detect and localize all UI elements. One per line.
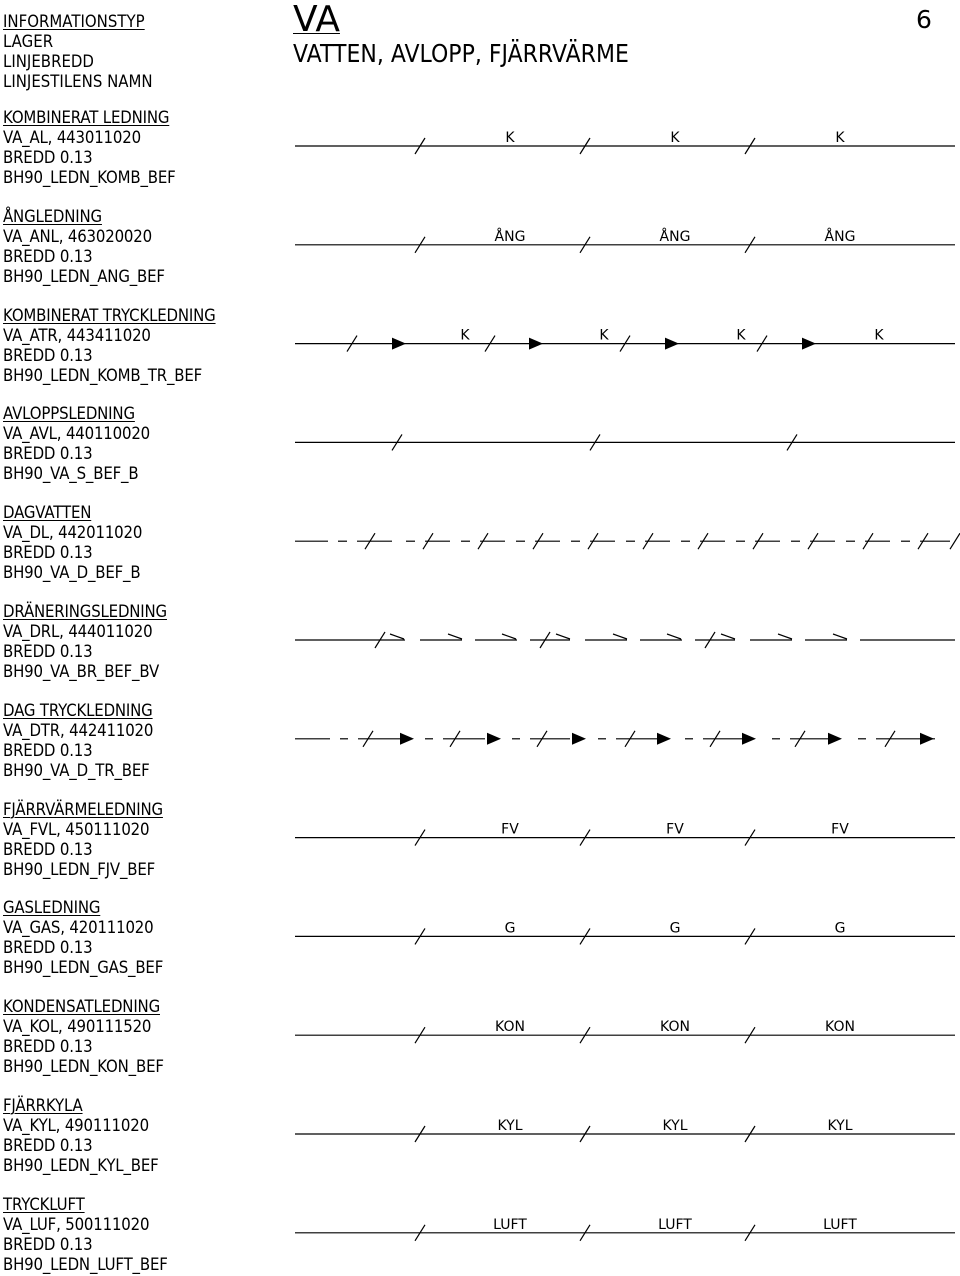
line-label: LUFT <box>658 1216 692 1233</box>
line-label: KYL <box>827 1118 853 1134</box>
entry-layer: VA_AVL, 440110020 <box>3 424 151 445</box>
entry-style: BH90_VA_BR_BEF_BV <box>3 662 160 682</box>
page-subtitle: VATTEN, AVLOPP, FJÄRRVÄRME <box>293 39 629 68</box>
entry-type: FJÄRRVÄRMELEDNING <box>3 799 163 820</box>
drain-chevron <box>667 634 681 639</box>
entry-style: BH90_LEDN_KOMB_BEF <box>3 168 176 188</box>
line-label: G <box>669 920 681 937</box>
entry-type: KOMBINERAT TRYCKLEDNING <box>3 305 216 326</box>
entry-type: ÅNGLEDNING <box>3 206 102 227</box>
flow-arrow <box>392 338 406 350</box>
entry-layer: VA_ATR, 443411020 <box>3 325 151 346</box>
entry-width: BREDD 0.13 <box>3 1136 93 1156</box>
entry-layer: VA_DL, 442011020 <box>3 523 143 544</box>
tick-mark <box>950 533 960 549</box>
line-label: K <box>460 327 470 344</box>
entry-width: BREDD 0.13 <box>3 1234 93 1255</box>
flow-arrow <box>742 733 756 745</box>
drain-chevron <box>613 634 627 639</box>
entry-layer: VA_KOL, 490111520 <box>3 1017 152 1038</box>
flow-arrow <box>572 733 586 745</box>
line-label: KON <box>660 1019 690 1036</box>
line-label: K <box>505 130 515 146</box>
entry-style: BH90_LEDN_KYL_BEF <box>3 1156 159 1176</box>
drain-chevron <box>721 634 735 639</box>
drain-chevron <box>778 634 792 639</box>
flow-arrow <box>529 338 543 350</box>
flow-arrow <box>828 733 842 745</box>
entry-type: GASLEDNING <box>3 898 101 919</box>
drain-chevron <box>833 634 847 639</box>
page-number: 6 <box>916 5 932 34</box>
entry-type: KONDENSATLEDNING <box>3 997 160 1018</box>
legend-header-layer: LAGER <box>3 32 54 52</box>
entry-style: BH90_LEDN_LUFT_BEF <box>3 1254 168 1275</box>
entry-type: DAGVATTEN <box>3 503 92 524</box>
entry-layer: VA_FVL, 450111020 <box>3 819 150 840</box>
line-label: K <box>874 327 884 344</box>
line-label: G <box>504 920 516 937</box>
entry-width: BREDD 0.13 <box>3 246 93 267</box>
line-label: KYL <box>662 1118 688 1134</box>
entry-width: BREDD 0.13 <box>3 839 93 860</box>
entry-type: DAG TRYCKLEDNING <box>3 700 153 721</box>
entry-style: BH90_VA_S_BEF_B <box>3 464 139 485</box>
line-label: FV <box>501 821 519 838</box>
entry-type: TRYCKLUFT <box>3 1194 85 1215</box>
line-label: K <box>736 327 746 344</box>
line-label: K <box>835 130 845 146</box>
entry-layer: VA_ANL, 463020020 <box>3 226 152 247</box>
entry-style: BH90_LEDN_FJV_BEF <box>3 859 156 880</box>
line-label: KYL <box>497 1118 523 1134</box>
entry-width: BREDD 0.13 <box>3 938 93 959</box>
entry-layer: VA_GAS, 420111020 <box>3 918 154 939</box>
entry-style: BH90_VA_D_BEF_B <box>3 563 141 584</box>
flow-arrow <box>665 338 679 350</box>
flow-arrow <box>802 338 816 350</box>
entry-width: BREDD 0.13 <box>3 148 93 168</box>
entry-style: BH90_LEDN_KON_BEF <box>3 1057 164 1078</box>
entry-width: BREDD 0.13 <box>3 543 93 564</box>
entry-layer: VA_DRL, 444011020 <box>3 622 153 642</box>
legend-header-width: LINJEBREDD <box>3 52 94 72</box>
entry-type: AVLOPPSLEDNING <box>3 404 135 425</box>
drain-chevron <box>390 634 404 639</box>
drain-chevron <box>448 634 462 639</box>
flow-arrow <box>657 733 671 745</box>
flow-arrow <box>487 733 501 745</box>
entry-style: BH90_LEDN_ANG_BEF <box>3 266 165 287</box>
entry-style: BH90_LEDN_KOMB_TR_BEF <box>3 365 203 386</box>
entry-width: BREDD 0.13 <box>3 444 93 465</box>
line-label: FV <box>831 821 849 838</box>
line-label: FV <box>666 821 684 838</box>
line-label: KON <box>495 1019 525 1036</box>
drain-chevron <box>556 634 570 639</box>
entry-width: BREDD 0.13 <box>3 642 93 662</box>
entry-width: BREDD 0.13 <box>3 740 93 761</box>
entry-width: BREDD 0.13 <box>3 345 93 366</box>
drain-chevron <box>502 634 516 639</box>
line-label: K <box>670 130 680 146</box>
line-label: ÅNG <box>659 228 691 245</box>
flow-arrow <box>920 733 934 745</box>
flow-arrow <box>400 733 414 745</box>
line-label: LUFT <box>823 1216 857 1233</box>
line-label: ÅNG <box>824 228 856 245</box>
line-label: ÅNG <box>494 228 526 245</box>
page-title: VA <box>293 0 340 40</box>
entry-width: BREDD 0.13 <box>3 1037 93 1058</box>
line-label: KON <box>825 1019 855 1036</box>
line-label: LUFT <box>493 1216 527 1233</box>
entry-style: BH90_LEDN_GAS_BEF <box>3 958 164 979</box>
line-label: G <box>834 920 846 937</box>
entry-style: BH90_VA_D_TR_BEF <box>3 760 150 781</box>
line-label: K <box>599 327 609 344</box>
entry-layer: VA_AL, 443011020 <box>3 128 141 148</box>
legend-header-type: INFORMATIONSTYP <box>3 12 145 32</box>
entry-type: KOMBINERAT LEDNING <box>3 108 170 128</box>
entry-layer: VA_DTR, 442411020 <box>3 720 154 741</box>
entry-layer: VA_LUF, 500111020 <box>3 1214 150 1235</box>
entry-layer: VA_KYL, 490111020 <box>3 1116 149 1136</box>
entry-type: FJÄRRKYLA <box>3 1096 83 1116</box>
entry-type: DRÄNERINGSLEDNING <box>3 602 167 622</box>
legend-header-style: LINJESTILENS NAMN <box>3 72 153 92</box>
